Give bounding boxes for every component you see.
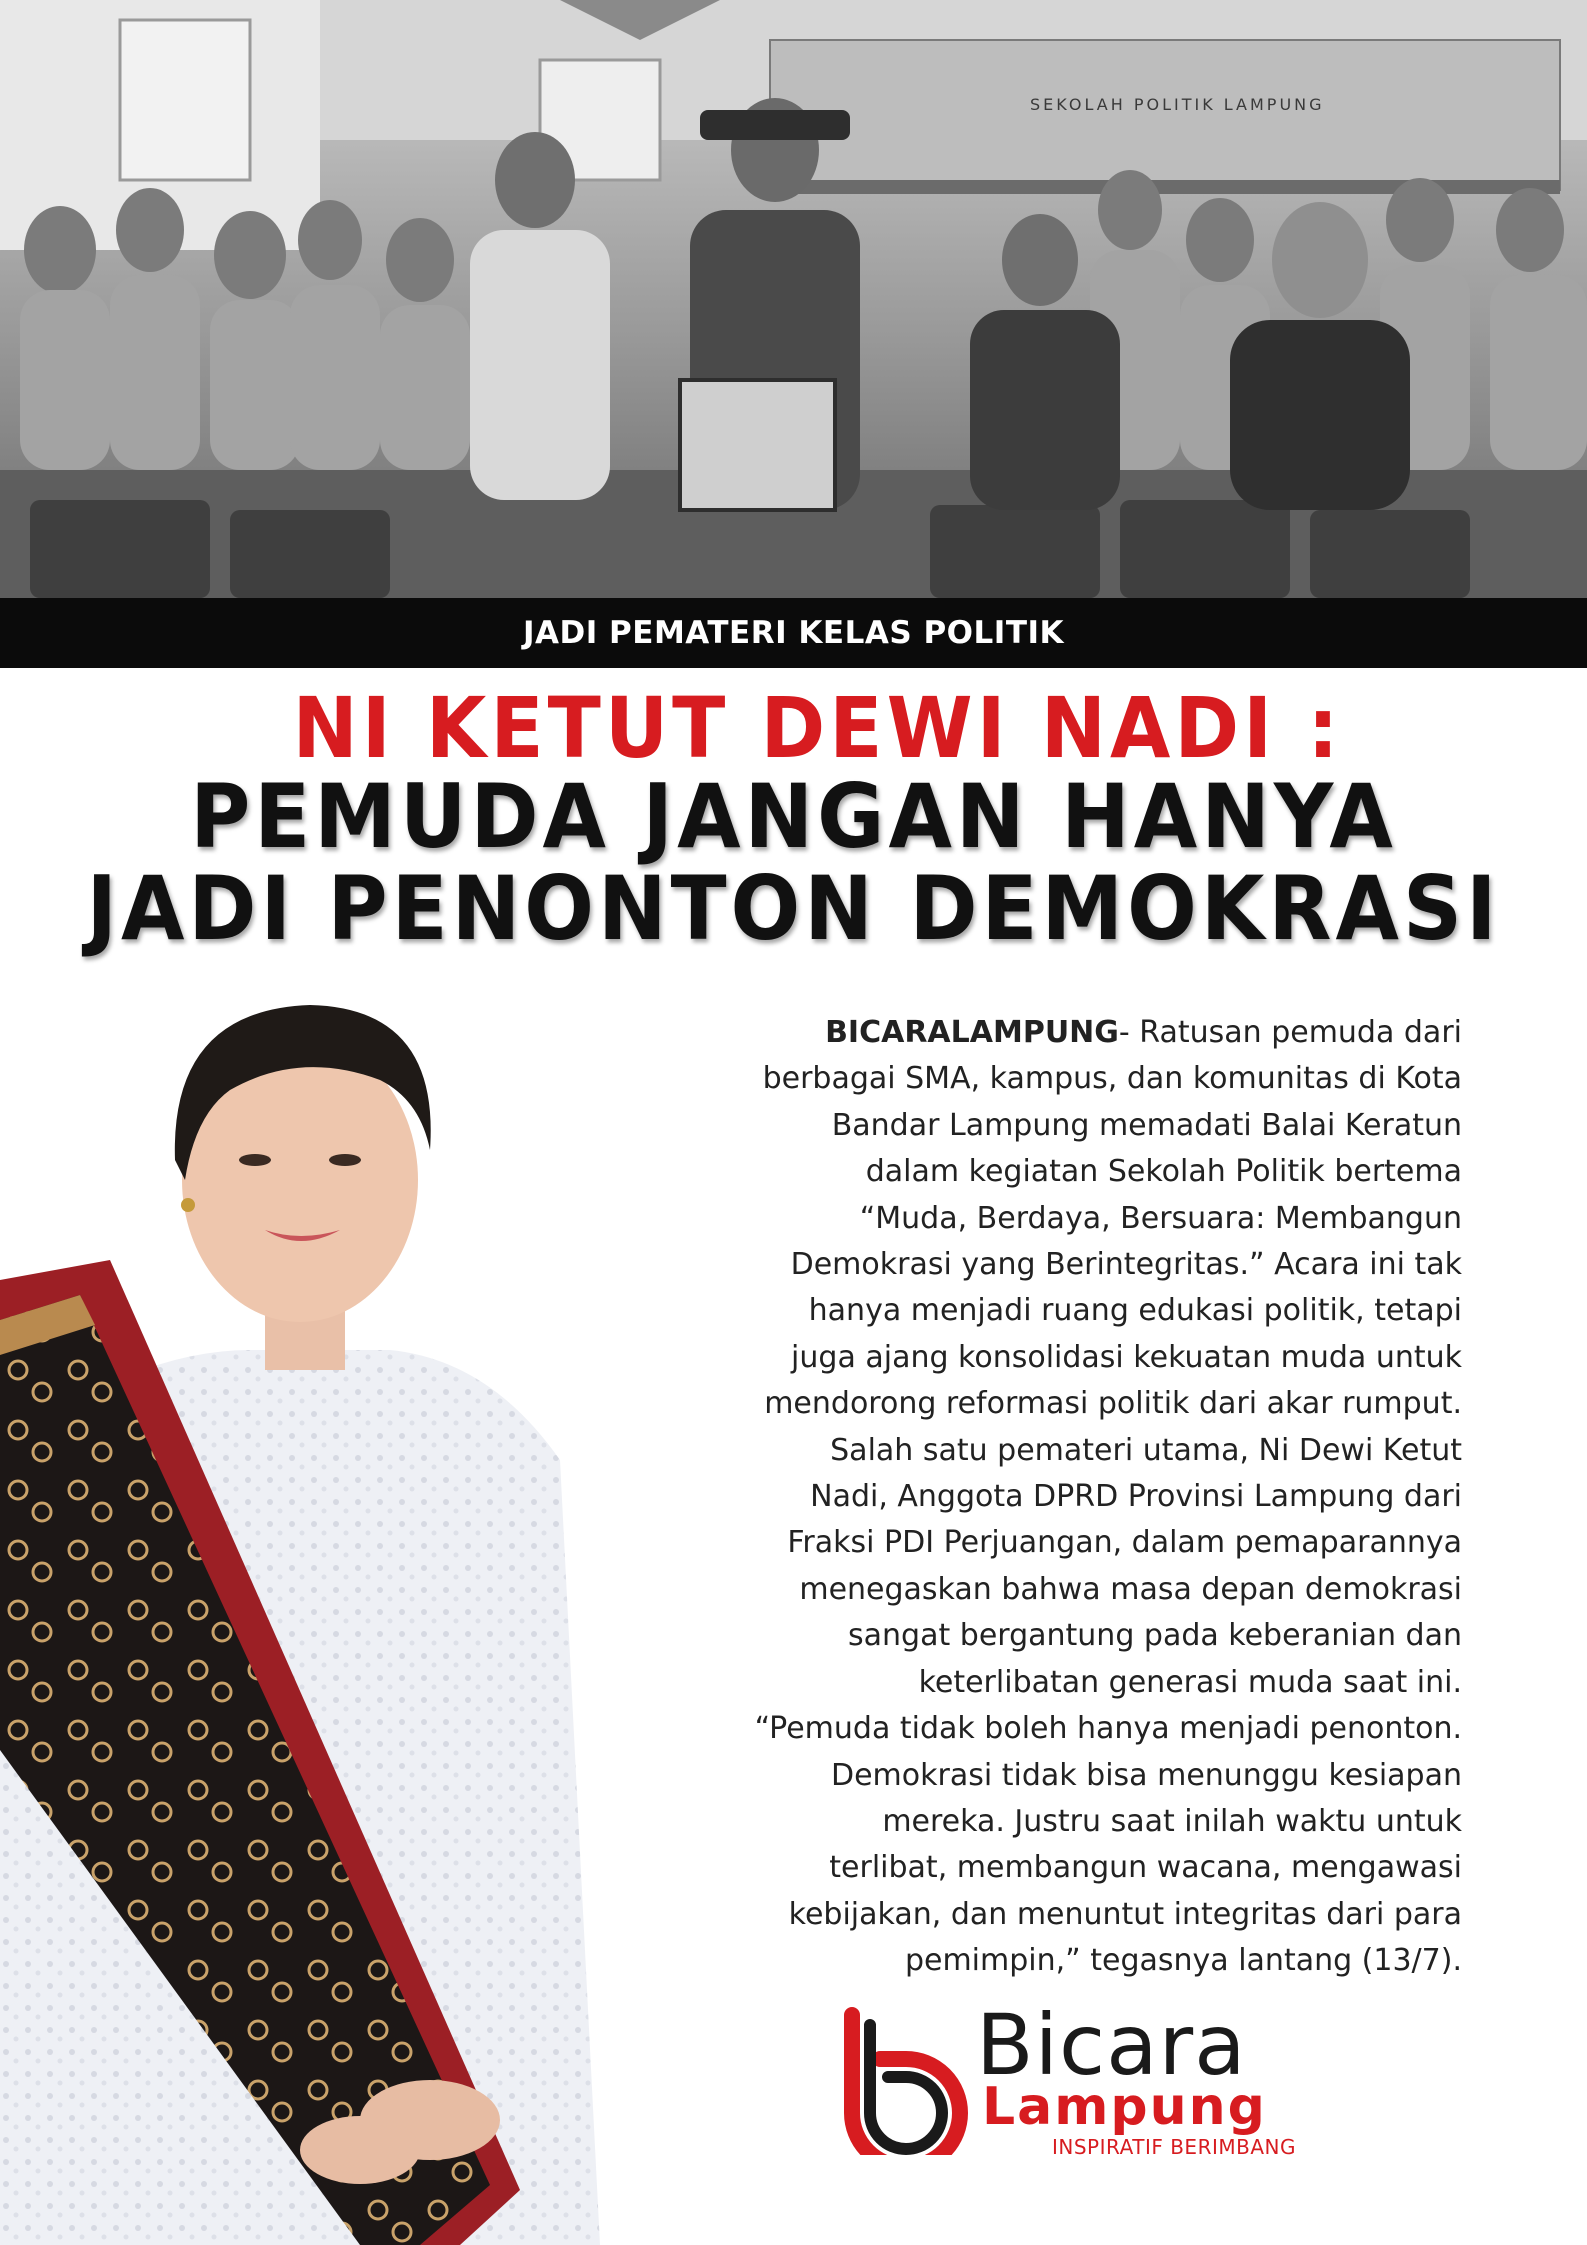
section-banner — [0, 598, 1587, 668]
portrait-photo — [0, 990, 640, 2245]
headline-line-3: JADI PENONTON DEMOKRASI — [86, 858, 1501, 961]
logo-b-icon — [830, 2005, 980, 2155]
article-line: pemimpin,” tegasnya lantang (13/7). — [904, 1943, 1462, 1979]
article-paragraph — [640, 1010, 1462, 1985]
backdrop-text: SEKOLAH POLITIK LAMPUNG — [1030, 95, 1325, 114]
logo-tagline: INSPIRATIF BERIMBANG — [1052, 2135, 1296, 2159]
event-group-photo — [0, 0, 1587, 598]
logo-word-bicara: Bicara — [976, 1996, 1247, 2094]
article-line: kebijakan, dan menuntut integritas dari para — [788, 1896, 1462, 1932]
article-line: menegaskan bahwa masa depan demokrasi — [799, 1571, 1462, 1607]
banner-label: JADI PEMATERI KELAS POLITIK — [522, 615, 1065, 651]
portrait-illustration — [0, 990, 640, 2245]
article-line: terlibat, membangun wacana, mengawasi — [829, 1850, 1462, 1886]
article-line: Demokrasi yang Berintegritas.” Acara ini tak — [790, 1247, 1462, 1283]
dateline: BICARALAMPUNG — [825, 1015, 1119, 1050]
article-line: hanya menjadi ruang edukasi politik, tetapi — [808, 1293, 1462, 1329]
article-line: Nadi, Anggota DPRD Provinsi Lampung dari — [810, 1479, 1462, 1515]
bicara-lampung-logo — [830, 1996, 1360, 2159]
article-line: dalam kegiatan Sekolah Politik bertema — [865, 1154, 1462, 1190]
article-line: Salah satu pemateri utama, Ni Dewi Ketut — [830, 1432, 1462, 1468]
article-line: “Muda, Berdaya, Bersuara: Membangun — [859, 1200, 1462, 1236]
article-line: Bandar Lampung memadati Balai Keratun — [831, 1107, 1462, 1143]
article-line: keterlibatan generasi muda saat ini. — [918, 1664, 1462, 1700]
photo-illustration — [0, 0, 1587, 598]
headline-line-2: PEMUDA JANGAN HANYA — [190, 766, 1397, 869]
article-body — [640, 1010, 1462, 1985]
article-line: “Pemuda tidak boleh hanya menjadi penonton. — [754, 1711, 1462, 1747]
article-line: berbagai SMA, kampus, dan komunitas di Kota — [762, 1061, 1462, 1097]
article-line-text: - Ratusan pemuda dari — [1118, 1015, 1462, 1050]
headline-name: NI KETUT DEWI NADI : — [292, 680, 1343, 778]
article-line: mereka. Justru saat inilah waktu untuk — [882, 1803, 1462, 1839]
article-line: juga ajang konsolidasi kekuatan muda untuk — [791, 1339, 1462, 1375]
article-line: Demokrasi tidak bisa menunggu kesiapan — [831, 1757, 1462, 1793]
article-line: mendorong reformasi politik dari akar rumput. — [764, 1386, 1462, 1422]
article-line: sangat bergantung pada keberanian dan — [848, 1618, 1462, 1654]
article-line: Fraksi PDI Perjuangan, dalam pemaparannya — [787, 1525, 1462, 1561]
article-line-1 — [640, 1010, 1462, 1056]
logo-word-lampung: Lampung — [982, 2077, 1267, 2137]
